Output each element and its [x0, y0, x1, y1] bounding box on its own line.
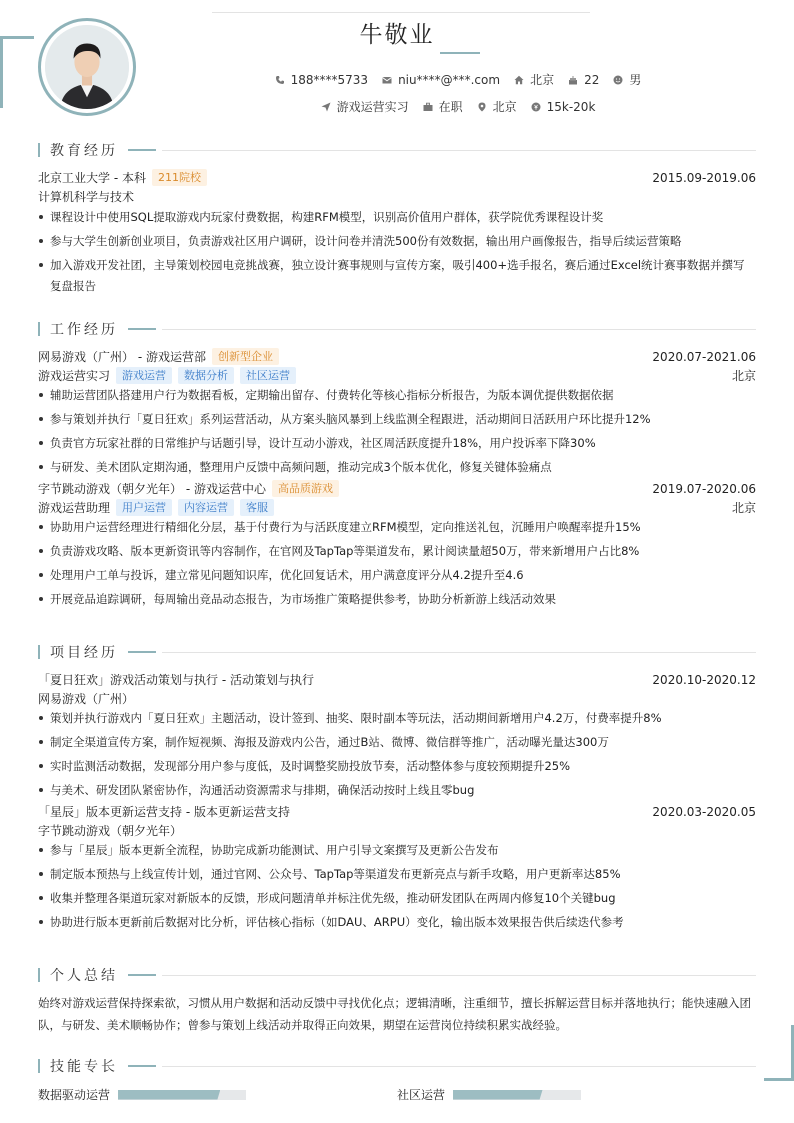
school-tag: 211院校	[152, 169, 207, 186]
company-name: 字节跳动游戏（朝夕光年） - 游戏运营中心	[38, 482, 266, 496]
company-tag: 高品质游戏	[272, 480, 339, 497]
education-section	[38, 141, 756, 297]
project-date: 2020.10-2020.12	[652, 672, 756, 687]
city-item	[514, 71, 554, 88]
work-entry-header	[38, 479, 756, 498]
major-text: 计算机科学与技术	[38, 190, 135, 204]
section-title: 教育经历	[50, 143, 118, 159]
gender-item	[613, 71, 641, 88]
role-tag: 客服	[240, 499, 274, 516]
section-header	[38, 141, 756, 159]
list-item: 与研发、美术团队定期沟通，整理用户反馈中高频问题，推动完成3个版本优化，修复关键体验痛点	[38, 457, 756, 478]
salary-item	[531, 100, 596, 114]
phone-text: 188****5733	[290, 72, 369, 87]
section-header	[38, 1057, 756, 1075]
list-item: 策划并执行游戏内「夏日狂欢」主题活动，设计签到、抽奖、限时副本等玩法，活动期间新增用户4.2万，付费率提升8%	[38, 708, 756, 729]
company-name: 网易游戏（广州） - 游戏运营部	[38, 350, 206, 364]
target-job-item	[321, 98, 409, 115]
work-city: 北京	[731, 501, 756, 515]
school-name: 北京工业大学 - 本科	[38, 171, 146, 185]
skill-label: 数据驱动运营	[38, 1088, 111, 1102]
target-city-text: 北京	[492, 100, 517, 114]
list-item: 协助用户运营经理进行精细化分层，基于付费行为与活跃度建立RFM模型，定向推送礼包，沉睡用户唤醒率提升15%	[38, 517, 756, 538]
project-header	[38, 670, 756, 689]
city-text: 北京	[530, 73, 555, 87]
work-date: 2019.07-2020.06	[652, 481, 756, 496]
project-org-row	[38, 821, 756, 840]
project-bullets	[38, 840, 756, 933]
work-date: 2020.07-2021.06	[652, 349, 756, 364]
project-org: 字节跳动游戏（朝夕光年）	[38, 824, 183, 838]
work-bullets	[38, 517, 756, 610]
role-title: 游戏运营助理	[38, 501, 111, 515]
list-item: 协助进行版本更新前后数据对比分析，评估核心指标（如DAU、ARPU）变化，输出版本效果报告供后续迭代参考	[38, 912, 756, 933]
skill-bar	[453, 1090, 581, 1100]
list-item: 参与策划并执行「夏日狂欢」系列运营活动，从方案头脑风暴到上线监测全程跟进，活动期间日活跃用户环比提升12%	[38, 409, 756, 430]
list-item: 参与大学生创新创业项目，负责游戏社区用户调研，设计问卷并清洗500份有效数据，输出用户画像报告，指导后续运营策略	[38, 231, 756, 252]
role-tag: 游戏运营	[116, 367, 172, 384]
list-item: 加入游戏开发社团，主导策划校园电竞挑战赛，独立设计赛事规则与宣传方案，吸引400+选手报名，赛后通过Excel统计赛事数据并撰写复盘报告	[38, 255, 756, 297]
skill-label: 社区运营	[397, 1088, 446, 1102]
job-intent-row	[0, 98, 794, 115]
project-date: 2020.03-2020.05	[652, 804, 756, 819]
briefcase-icon	[423, 102, 433, 112]
section-header	[38, 966, 756, 984]
list-item: 实时监测活动数据，发现部分用户参与度低，及时调整奖励投放节奏，活动整体参与度较预期提升25%	[38, 756, 756, 777]
list-item: 参与「星辰」版本更新全流程，协助完成新功能测试、用户引导文案撰写及更新公告发布	[38, 840, 756, 861]
list-item: 制定全渠道宣传方案，制作短视频、海报及游戏内公告，通过B站、微博、微信群等推广，活动曝光量达300万	[38, 732, 756, 753]
education-date: 2015.09-2019.06	[652, 170, 756, 185]
project-title: 「星辰」版本更新运营支持 - 版本更新运营支持	[38, 805, 290, 819]
education-header-row	[38, 168, 756, 187]
home-icon	[514, 75, 524, 85]
status-text: 在职	[438, 100, 463, 114]
work-section	[38, 320, 756, 610]
skill-bar-fill	[453, 1090, 543, 1100]
email-item	[382, 73, 500, 87]
smile-icon	[613, 75, 623, 85]
mail-icon	[382, 75, 392, 85]
role-tag: 数据分析	[178, 367, 234, 384]
work-role-row	[38, 366, 756, 385]
section-header	[38, 643, 756, 661]
major-row	[38, 187, 756, 206]
cake-icon	[568, 75, 578, 85]
skills-section	[38, 1057, 756, 1103]
header-top-rule	[212, 12, 590, 13]
role-title: 游戏运营实习	[38, 369, 111, 383]
salary-text: 15k-20k	[546, 99, 596, 114]
list-item: 负责游戏攻略、版本更新资讯等内容制作，在官网及TapTap等渠道发布，累计阅读量超50万，带来新增用户占比8%	[38, 541, 756, 562]
list-item: 收集并整理各渠道玩家对新版本的反馈，形成问题清单并标注优先级，推动研发团队在两周内修复10个关键bug	[38, 888, 756, 909]
skill-item	[397, 1086, 756, 1103]
list-item: 开展竞品追踪调研，每周输出竞品动态报告，为市场推广策略提供参考，协助分析新游上线活动效果	[38, 589, 756, 610]
list-item: 负责官方玩家社群的日常维护与话题引导，设计互动小游戏，社区周活跃度提升18%，用户投诉率下降30%	[38, 433, 756, 454]
project-bullets	[38, 708, 756, 801]
section-header	[38, 320, 756, 338]
role-tag: 社区运营	[240, 367, 296, 384]
coin-icon	[531, 102, 541, 112]
skill-bar-fill	[118, 1090, 220, 1100]
section-title: 技能专长	[50, 1059, 118, 1075]
work-role-row	[38, 498, 756, 517]
phone-item	[275, 73, 368, 87]
send-icon	[321, 102, 331, 112]
gender-text: 男	[629, 73, 642, 87]
age-item	[568, 73, 599, 87]
contact-row	[0, 71, 794, 88]
work-city: 北京	[731, 369, 756, 383]
project-org-row	[38, 689, 756, 708]
age-text: 22	[584, 72, 600, 87]
skill-bar	[118, 1090, 246, 1100]
role-tag: 用户运营	[116, 499, 172, 516]
email-text: niu****@***.com	[398, 72, 501, 87]
name-underline	[440, 52, 480, 54]
skill-item	[38, 1086, 397, 1103]
project-header	[38, 802, 756, 821]
candidate-name: 牛敬业	[359, 22, 435, 48]
status-item	[423, 98, 463, 115]
list-item: 制定版本预热与上线宣传计划，通过官网、公众号、TapTap等渠道发布更新亮点与新手攻略，用户更新率达85%	[38, 864, 756, 885]
projects-section	[38, 643, 756, 933]
work-bullets	[38, 385, 756, 478]
section-title: 项目经历	[50, 645, 118, 661]
project-title: 「夏日狂欢」游戏活动策划与执行 - 活动策划与执行	[38, 673, 314, 687]
phone-icon	[275, 75, 285, 85]
list-item: 处理用户工单与投诉，建立常见问题知识库，优化回复话术，用户满意度评分从4.2提升至4.6	[38, 565, 756, 586]
summary-section	[38, 966, 756, 1036]
project-org: 网易游戏（广州）	[38, 692, 135, 706]
education-bullets	[38, 207, 756, 297]
location-pin-icon	[477, 102, 487, 112]
list-item: 与美术、研发团队紧密协作，沟通活动资源需求与排期，确保活动按时上线且零bug	[38, 780, 756, 801]
skills-list	[38, 1086, 756, 1103]
role-tag: 内容运营	[178, 499, 234, 516]
corner-decoration-bottom-right	[764, 1025, 794, 1081]
target-job-text: 游戏运营实习	[336, 100, 409, 114]
list-item: 课程设计中使用SQL提取游戏内玩家付费数据，构建RFM模型，识别高价值用户群体，获学院优秀课程设计奖	[38, 207, 756, 228]
list-item: 辅助运营团队搭建用户行为数据看板，定期输出留存、付费转化等核心指标分析报告，为版本调优提供数据依据	[38, 385, 756, 406]
section-title: 个人总结	[50, 968, 118, 984]
target-city-item	[477, 98, 517, 115]
section-title: 工作经历	[50, 322, 118, 338]
summary-text: 始终对游戏运营保持探索欲，习惯从用户数据和活动反馈中寻找优化点；逻辑清晰，注重细节，擅长拆解运营目标并落地执行；能快速融入团队，与研发、美术顺畅协作；曾参与策划上线活动并取得正向效果，期望在运营岗位持续积累实战经验。	[38, 996, 751, 1032]
work-entry-header	[38, 347, 756, 366]
company-tag: 创新型企业	[212, 348, 279, 365]
